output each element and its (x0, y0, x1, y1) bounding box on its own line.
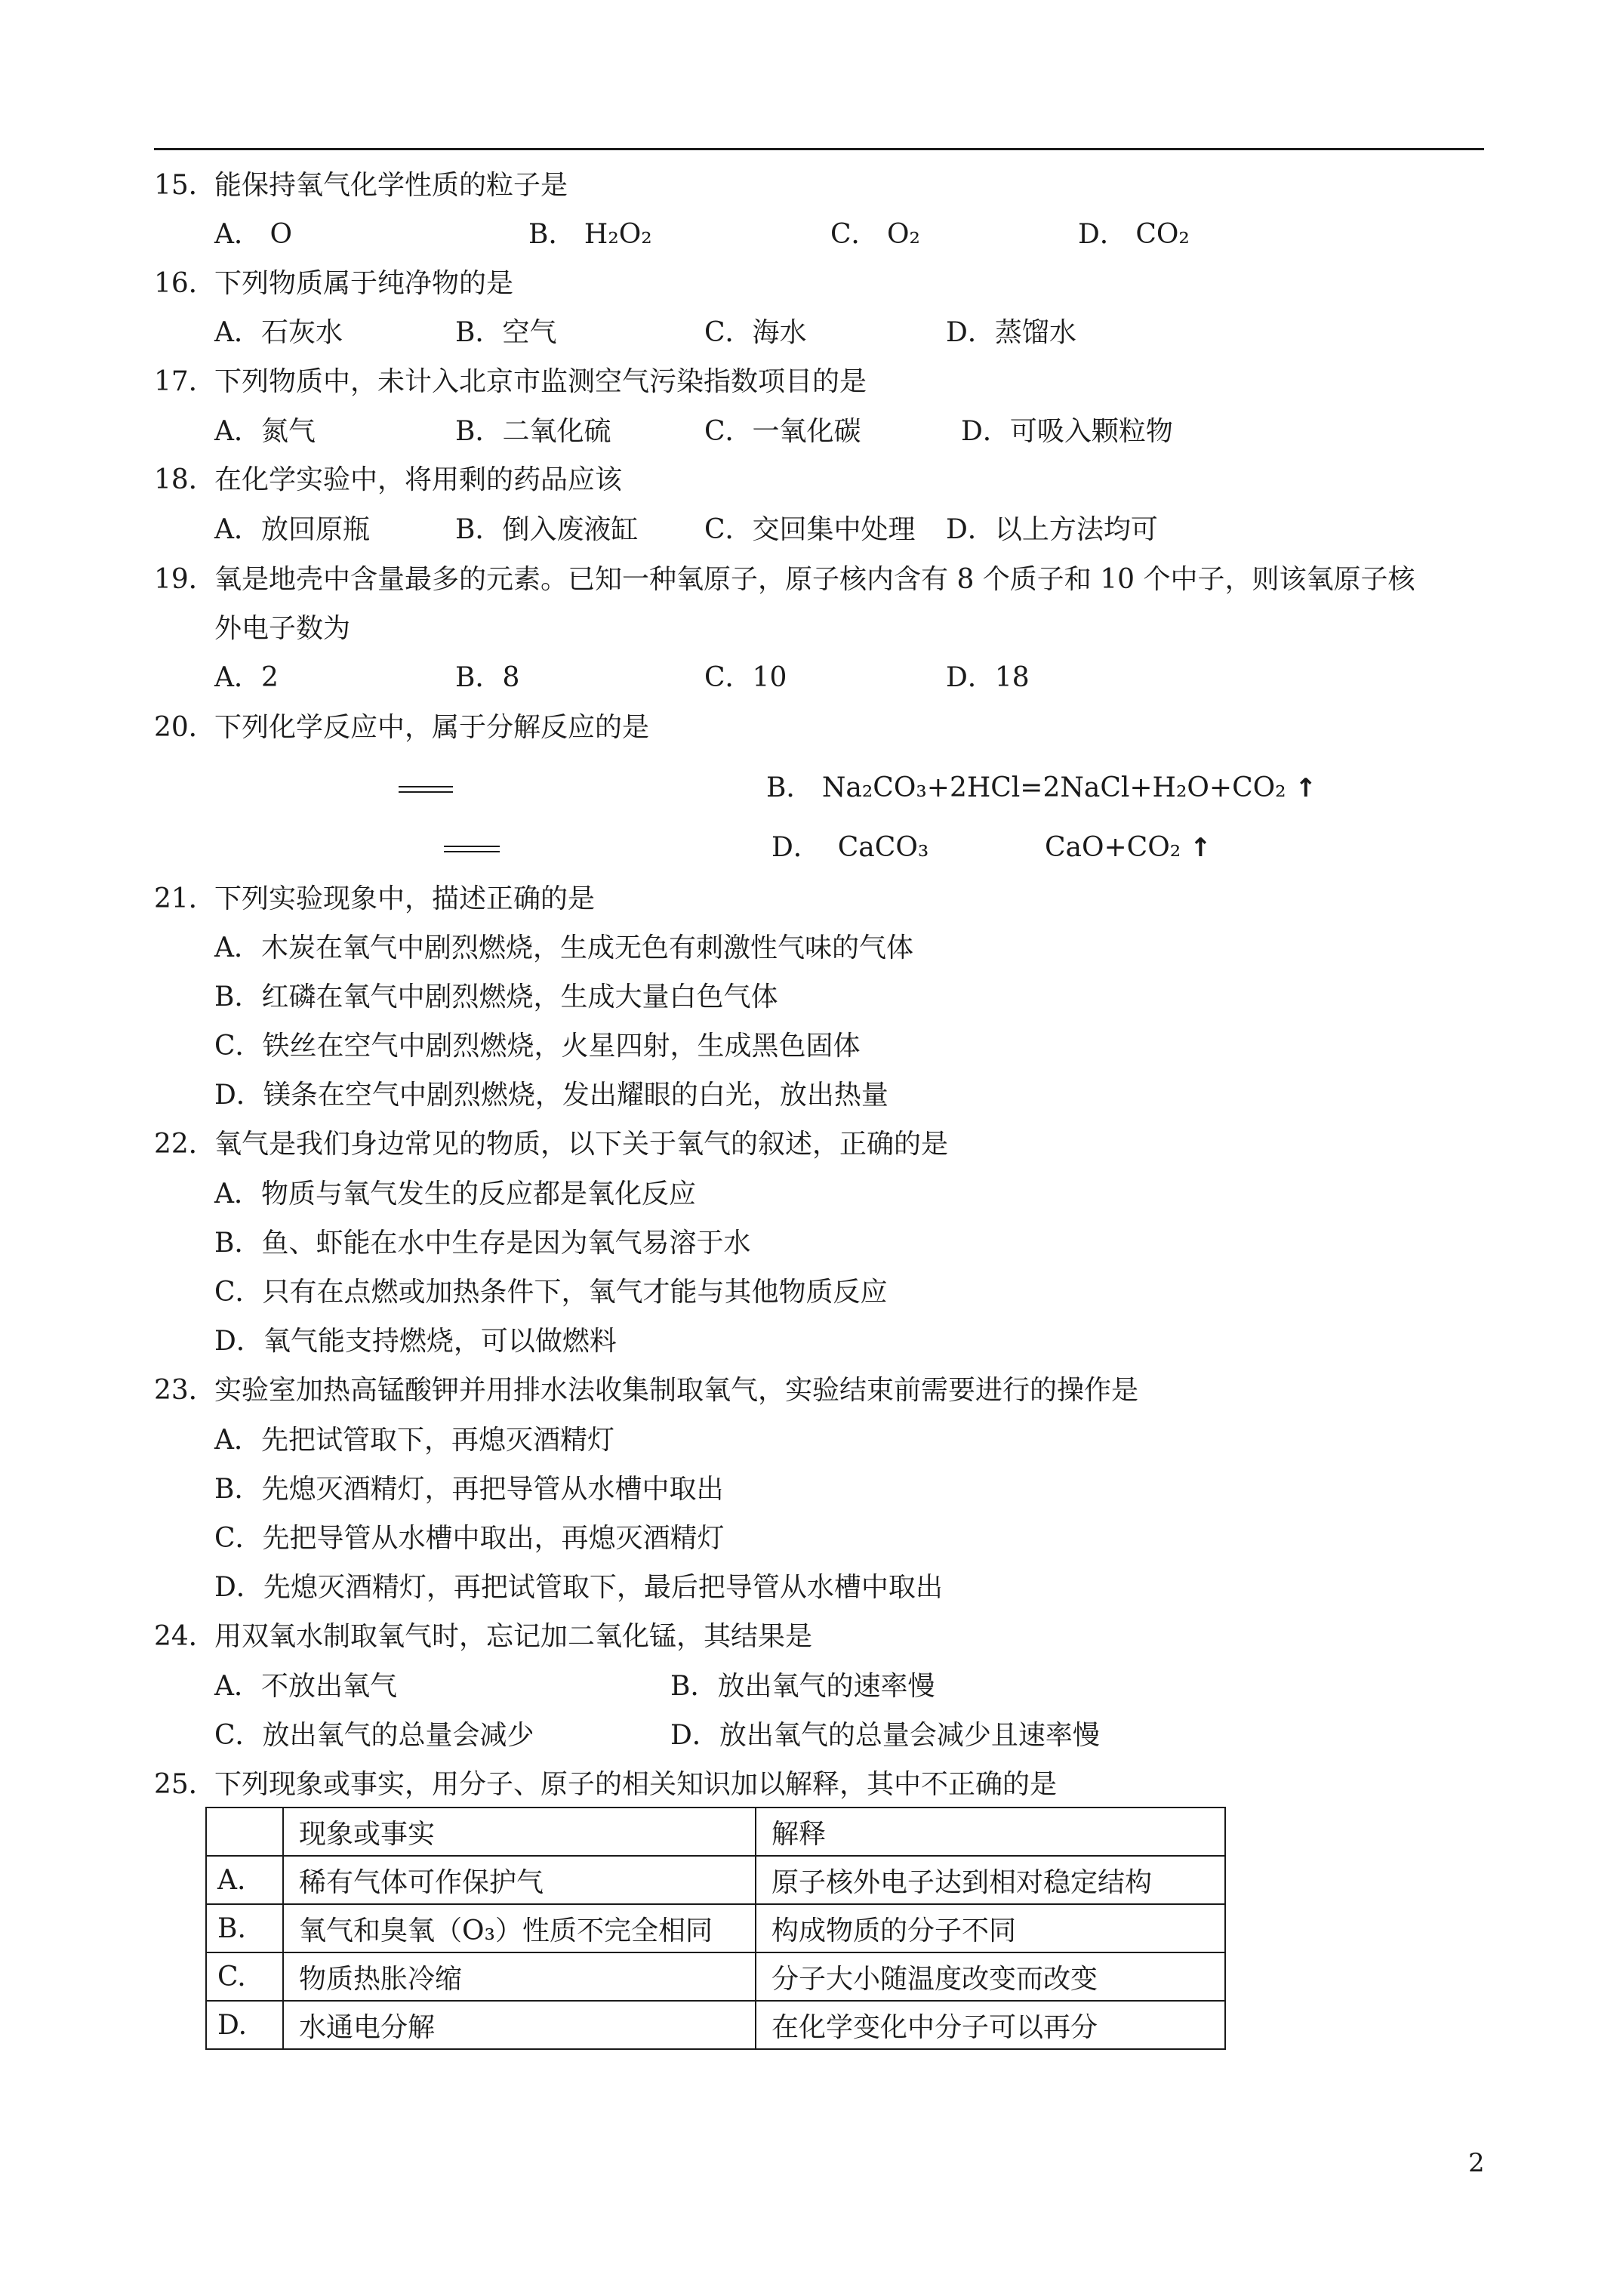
table-cell: 构成物质的分子不同 (756, 1904, 1225, 1952)
table-cell: 稀有气体可作保护气 (283, 1856, 756, 1904)
question-18-option-b: B．倒入废液缸 (455, 514, 639, 545)
question-17-option-a: A．氮气 (214, 416, 316, 447)
table-row (206, 2001, 1225, 2049)
question-16-option-a: A．石灰水 (214, 317, 343, 348)
table-header-cell: 解释 (756, 1808, 1225, 1856)
question-22-stem: 22．氧气是我们身边常见的物质，以下关于氧气的叙述，正确的是 (154, 1129, 949, 1160)
table-cell: B. (206, 1904, 283, 1952)
gas-arrow-icon: ↑ (1286, 773, 1317, 803)
question-21-option-c: C．铁丝在空气中剧烈燃烧，火星四射，生成黑色固体 (214, 1031, 861, 1062)
question-17-stem: 17．下列物质中，未计入北京市监测空气污染指数项目的是 (154, 366, 867, 397)
question-22-option-d: D．氧气能支持燃烧，可以做燃料 (214, 1326, 617, 1357)
question-25-stem: 25．下列现象或事实，用分子、原子的相关知识加以解释，其中不正确的是 (154, 1769, 1058, 1800)
question-17-option-b: B．二氧化硫 (455, 416, 611, 447)
question-23-stem: 23．实验室加热高锰酸钾并用排水法收集制取氧气，实验结束前需要进行的操作是 (154, 1375, 1139, 1406)
question-16-stem: 16．下列物质属于纯净物的是 (154, 268, 514, 299)
question-22-option-b: B．鱼、虾能在水中生存是因为氧气易溶于水 (214, 1228, 751, 1259)
question-21-stem: 21．下列实验现象中，描述正确的是 (154, 883, 596, 914)
table-cell: 物质热胀冷缩 (283, 1952, 756, 2001)
table-cell: 水通电分解 (283, 2001, 756, 2049)
question-22-option-a: A．物质与氧气发生的反应都是氧化反应 (214, 1179, 696, 1210)
question-23-option-c: C．先把导管从水槽中取出，再熄灭酒精灯 (214, 1523, 725, 1554)
question-19-option-b: B．8 (455, 662, 520, 693)
question-23-option-b: B．先熄灭酒精灯，再把导管从水槽中取出 (214, 1474, 724, 1505)
question-24-stem: 24．用双氧水制取氧气时，忘记加二氧化锰，其结果是 (154, 1621, 813, 1652)
header-rule (154, 148, 1484, 150)
question-22-option-c: C．只有在点燃或加热条件下，氧气才能与其他物质反应 (214, 1277, 888, 1308)
question-20-stem: 20．下列化学反应中，属于分解反应的是 (154, 712, 650, 743)
question-18-option-a: A．放回原瓶 (214, 514, 370, 545)
table-cell: 分子大小随温度改变而改变 (756, 1952, 1225, 2001)
question-18-option-d: D．以上方法均可 (946, 514, 1158, 545)
page-number: 2 (1468, 2148, 1485, 2178)
table-cell: A. (206, 1856, 283, 1904)
option-c-equals-sign (444, 846, 500, 847)
question-21-option-b: B．红磷在氧气中剧烈燃烧，生成大量白色气体 (214, 982, 778, 1012)
question-20-option-b: B． Na₂CO₃+2HCl=2NaCl+H₂O+CO₂ ↑ (766, 772, 1317, 803)
question-23-option-d: D．先熄灭酒精灯，再把试管取下，最后把导管从水槽中取出 (214, 1572, 943, 1603)
question-24-option-c: C．放出氧气的总量会减少 (214, 1720, 534, 1751)
table-row (206, 1904, 1225, 1952)
table-row (206, 1952, 1225, 2001)
question-17-option-d: D．可吸入颗粒物 (961, 416, 1173, 447)
table-cell: 原子核外电子达到相对稳定结构 (756, 1856, 1225, 1904)
question-15-option-d: D． CO₂ (1078, 219, 1190, 250)
question-24-option-a: A．不放出氧气 (214, 1671, 397, 1702)
table-header-row (206, 1808, 1225, 1856)
question-15-stem: 15．能保持氧气化学性质的粒子是 (154, 170, 568, 201)
question-20-option-d-product: CaO+CO₂ ↑ (1045, 832, 1212, 863)
question-19-option-c: C．10 (704, 662, 787, 693)
question-16-option-c: C．海水 (704, 317, 807, 348)
question-16-option-d: D．蒸馏水 (946, 317, 1076, 348)
question-18-option-c: C．交回集中处理 (704, 514, 916, 545)
question-17-option-c: C．一氧化碳 (704, 416, 861, 447)
table-header-cell (206, 1808, 283, 1856)
question-19-stem: 19．氧是地壳中含量最多的元素。已知一种氧原子，原子核内含有 8 个质子和 10 个中子，则该氧原子核 (154, 564, 1415, 595)
question-23-option-a: A．先把试管取下，再熄灭酒精灯 (214, 1425, 614, 1456)
option-a-equals-sign (399, 786, 453, 787)
question-18-stem: 18．在化学实验中，将用剩的药品应该 (154, 464, 623, 495)
table-cell: D. (206, 2001, 283, 2049)
question-21-option-d: D．镁条在空气中剧烈燃烧，发出耀眼的白光，放出热量 (214, 1080, 888, 1111)
question-15-option-c: C． O₂ (830, 219, 920, 250)
table-header-cell: 现象或事实 (283, 1808, 756, 1856)
table-cell: 氧气和臭氧（O₃）性质不完全相同 (283, 1904, 756, 1952)
question-19-option-a: A．2 (214, 662, 279, 693)
question-20-option-d: D． CaCO₃ (771, 832, 929, 863)
question-24-option-b: B．放出氧气的速率慢 (670, 1671, 935, 1702)
question-19-option-d: D．18 (946, 662, 1030, 693)
question-25-table (205, 1807, 1226, 2050)
table-cell: C. (206, 1952, 283, 2001)
gas-arrow-icon: ↑ (1181, 833, 1212, 863)
question-24-option-d: D．放出氧气的总量会减少且速率慢 (670, 1720, 1100, 1751)
question-15-option-b: B． H₂O₂ (528, 219, 652, 250)
question-19-stem-continued: 外电子数为 (214, 613, 351, 644)
table-cell: 在化学变化中分子可以再分 (756, 2001, 1225, 2049)
question-15-option-a: A． O (214, 219, 292, 250)
table-row (206, 1856, 1225, 1904)
question-21-option-a: A．木炭在氧气中剧烈燃烧，生成无色有刺激性气味的气体 (214, 932, 913, 963)
question-16-option-b: B．空气 (455, 317, 557, 348)
